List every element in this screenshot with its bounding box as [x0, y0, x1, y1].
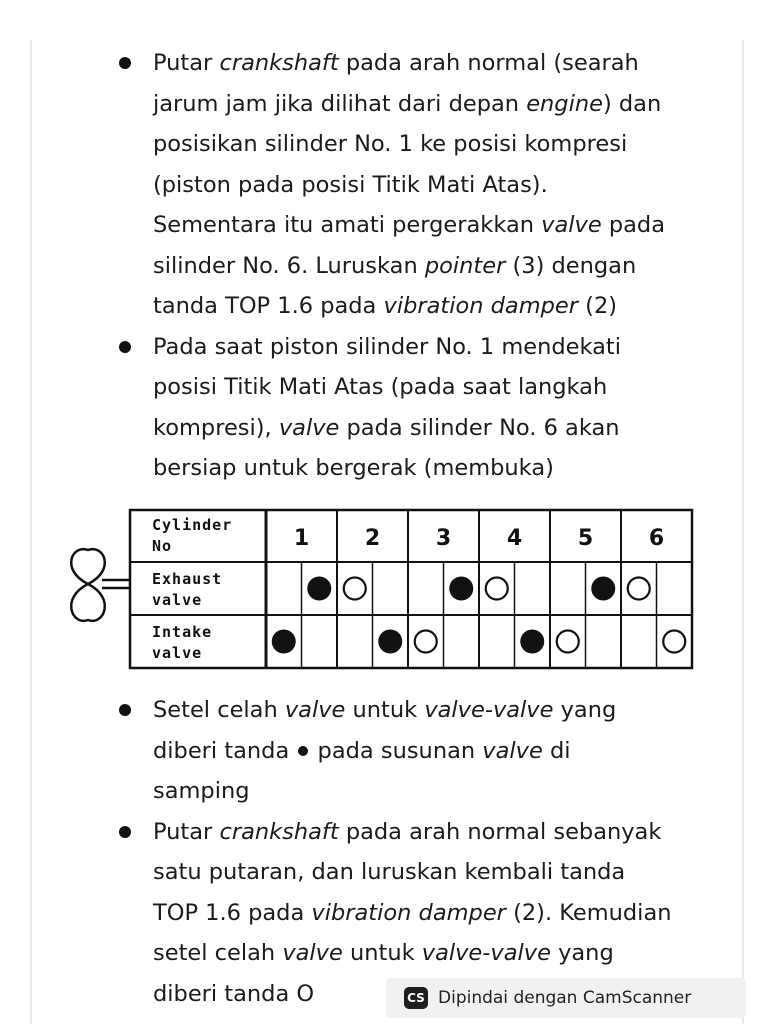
bullet-item	[0, 43, 768, 327]
text-span: diberi tanda	[153, 737, 297, 764]
cylinder-number: 4	[506, 526, 523, 551]
text-span: Setel celah	[153, 697, 285, 723]
text-span: Putar	[153, 50, 220, 76]
cylinder-no-label: Cylinder	[152, 516, 233, 534]
cylinder-number: 5	[577, 526, 594, 551]
text-span: silinder No. 6. Luruskan	[153, 252, 425, 279]
intake-valve-open-mark	[557, 631, 579, 653]
exhaust-valve-filled-mark	[449, 577, 473, 601]
italic-term: valve-valve	[424, 697, 554, 723]
bullet-item	[0, 327, 768, 489]
text-line	[153, 205, 728, 246]
text-span: ) dan	[602, 90, 662, 117]
text-span: pada arah normal sebanyak	[338, 818, 662, 845]
text-span: untuk	[345, 697, 425, 723]
text-span: pada silinder No. 6 akan	[339, 414, 620, 441]
text-line	[153, 893, 728, 934]
camscanner-label: Dipindai dengan CamScanner	[438, 988, 692, 1008]
text-span: pada arah normal (searah	[338, 50, 639, 76]
exhaust-valve-open-mark	[344, 578, 366, 600]
italic-term: valve	[284, 697, 346, 723]
text-line	[153, 771, 728, 812]
text-span: bersiap untuk bergerak (membuka)	[153, 455, 554, 481]
camscanner-logo-icon: CS	[404, 987, 428, 1009]
text-span: satu putaran, dan luruskan kembali tanda	[153, 859, 626, 885]
text-span: samping	[153, 778, 250, 804]
text-line	[153, 327, 728, 368]
text-line	[153, 731, 728, 772]
text-span: diberi tanda O	[153, 980, 315, 1007]
text-line	[153, 690, 728, 731]
italic-term: pointer	[424, 252, 506, 279]
italic-term: valve	[278, 414, 340, 441]
text-line	[153, 246, 728, 287]
text-span: posisi Titik Mati Atas (pada saat langkah	[153, 374, 608, 400]
italic-term: crankshaft	[219, 50, 339, 76]
intake-valve-filled-mark	[378, 630, 402, 654]
text-line	[153, 43, 728, 84]
exhaust-valve-open-mark	[628, 578, 650, 600]
cylinder-number: 2	[364, 526, 381, 551]
camscanner-badge	[386, 978, 746, 1018]
text-span: untuk	[342, 940, 422, 966]
bullet-dot-icon	[119, 826, 131, 838]
text-span: jarum jam jika dilihat dari depan	[153, 90, 527, 117]
text-span: yang	[553, 697, 617, 723]
bullet-list-top	[0, 43, 768, 489]
text-line	[153, 286, 728, 327]
text-line	[153, 812, 728, 853]
text-span: (2)	[578, 293, 618, 319]
intake-valve-label: Intake	[152, 623, 213, 641]
text-span: posisikan silinder No. 1 ke posisi kompresi	[153, 131, 628, 157]
exhaust-valve-label: valve	[152, 591, 203, 609]
exhaust-valve-filled-mark	[591, 577, 615, 601]
cylinder-number: 1	[293, 526, 310, 551]
text-line	[153, 84, 728, 125]
text-span: (piston pada posisi Titik Mati Atas).	[153, 171, 548, 198]
text-span: di	[542, 737, 571, 764]
cylinder-number: 6	[648, 526, 665, 551]
text-span: pada susunan	[310, 737, 483, 764]
cylinder-no-label: No	[152, 537, 173, 555]
intake-valve-open-mark	[415, 631, 437, 653]
bullet-dot-icon	[119, 704, 131, 716]
exhaust-valve-filled-mark	[307, 577, 331, 601]
italic-term: vibration damper	[311, 899, 506, 926]
text-span: tanda TOP 1.6 pada	[153, 293, 384, 319]
text-line	[153, 124, 728, 165]
text-line	[153, 448, 728, 489]
text-span: Putar	[153, 818, 220, 845]
exhaust-valve-open-mark	[486, 578, 508, 600]
text-span: TOP 1.6 pada	[153, 899, 312, 926]
text-span: setel celah	[153, 940, 283, 966]
text-span: Pada saat piston silinder No. 1 mendekati	[153, 333, 621, 360]
text-span: (3) dengan	[505, 252, 637, 279]
text-span: (2). Kemudian	[505, 899, 672, 926]
text-line	[153, 852, 728, 893]
bullet-item	[0, 690, 768, 812]
bullet-dot-icon	[119, 57, 131, 69]
italic-term: valve	[541, 212, 602, 238]
text-span: kompresi),	[153, 414, 279, 441]
bullet-list-bottom	[0, 690, 768, 1014]
italic-term: crankshaft	[219, 818, 339, 845]
text-line	[153, 933, 728, 974]
text-span: Sementara itu amati pergerakkan	[153, 212, 542, 238]
text-line	[153, 408, 728, 449]
italic-term: engine	[526, 90, 603, 117]
text-span: pada	[601, 212, 665, 238]
text-line	[153, 367, 728, 408]
cylinder-number: 3	[435, 526, 452, 551]
italic-term: valve	[482, 737, 543, 764]
italic-term: valve	[282, 940, 343, 966]
text-line	[153, 165, 728, 206]
exhaust-valve-label: Exhaust	[152, 570, 223, 588]
valve-arrangement-diagram	[0, 500, 768, 680]
intake-valve-filled-mark	[520, 630, 544, 654]
text-span: yang	[550, 940, 614, 966]
fan-icon	[71, 549, 130, 621]
filled-dot-icon	[298, 746, 308, 756]
intake-valve-label: valve	[152, 644, 203, 662]
italic-term: valve-valve	[421, 940, 551, 966]
intake-valve-filled-mark	[272, 630, 296, 654]
bullet-dot-icon	[119, 341, 131, 353]
italic-term: vibration damper	[383, 293, 579, 319]
intake-valve-open-mark	[663, 631, 685, 653]
